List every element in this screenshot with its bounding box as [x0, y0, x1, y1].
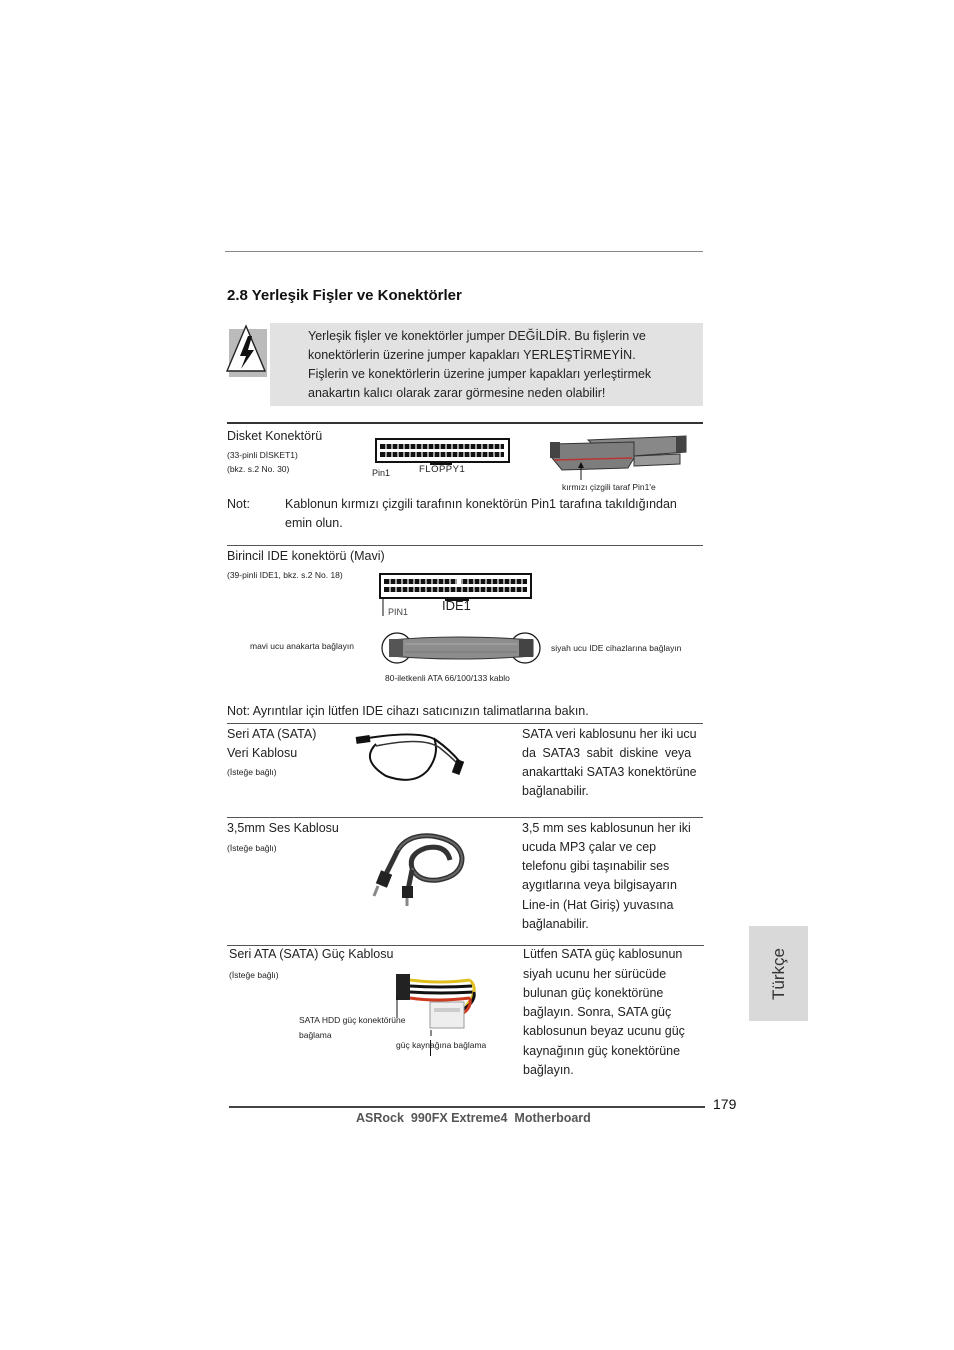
audio-desc-line-3: telefonu gibi taşınabilir ses — [522, 859, 670, 873]
page-number: 179 — [713, 1096, 737, 1112]
footer-product-name: ASRock 990FX Extreme4 Motherboard — [356, 1111, 591, 1125]
power-desc-line-5: kablosunun beyaz ucunu güç — [523, 1024, 685, 1038]
section-rule-4 — [227, 817, 703, 818]
section-rule-2 — [227, 545, 703, 546]
sata-desc-line-1: SATA veri kablosunu her iki ucu — [522, 727, 697, 741]
warning-lightning-icon — [226, 323, 270, 378]
sata-desc-line-4: bağlanabilir. — [522, 784, 589, 798]
power-title: Seri ATA (SATA) Güç Kablosu — [229, 947, 394, 961]
audio-optional: (İsteğe bağlı) — [227, 843, 277, 853]
audio-title: 3,5mm Ses Kablosu — [227, 821, 339, 835]
top-rule — [225, 251, 703, 252]
audio-desc-line-4: aygıtlarına veya bilgisayarın — [522, 878, 677, 892]
sata-desc-line-3: anakarttaki SATA3 konektörüne — [522, 765, 697, 779]
floppy-pin-label: Pin1 — [372, 468, 391, 478]
language-side-tab-label: Türkçe — [768, 947, 788, 1000]
power-optional: (İsteğe bağlı) — [229, 970, 279, 980]
ide-left-caption: mavi ucu anakarta bağlayın — [250, 641, 354, 651]
power-desc-line-3: bulunan güç konektörüne — [523, 986, 664, 1000]
ide-pin-label: PIN1 — [388, 607, 409, 617]
power-cable-image — [380, 970, 490, 1036]
floppy-title: Disket Konektörü — [227, 429, 323, 443]
power-hdd-caption-2: bağlama — [299, 1030, 332, 1040]
floppy-note-label: Not: — [227, 497, 250, 511]
warning-box — [270, 323, 703, 406]
language-side-tab — [749, 926, 808, 1021]
audio-desc-line-6: bağlanabilir. — [522, 917, 589, 931]
floppy-connector-label: FLOPPY1 — [419, 464, 466, 475]
sata-desc-line-2: da SATA3 sabit diskine veya — [522, 746, 692, 760]
audio-cable-image — [368, 824, 468, 906]
audio-desc-line-2: ucuda MP3 çalar ve cep — [522, 840, 657, 854]
floppy-cable-image — [548, 434, 693, 480]
ide-cable-image — [375, 630, 545, 666]
power-desc-line-2: siyah ucunu her sürücüde — [523, 967, 667, 981]
audio-desc-line-5: Line-in (Hat Giriş) yuvasına — [522, 898, 674, 912]
warning-line-4: anakartın kalıcı olarak zarar görmesine neden olabilir! — [308, 386, 606, 400]
sata-cable-image — [350, 724, 480, 786]
floppy-cable-caption: kırmızı çizgili taraf Pin1'e — [562, 482, 656, 492]
power-desc-line-1: Lütfen SATA güç kablosunun — [523, 947, 683, 961]
floppy-subtitle-1: (33-pinli DİSKET1) — [227, 450, 298, 460]
power-desc-line-7: bağlayın. — [523, 1063, 574, 1077]
floppy-note-line-2: emin olun. — [285, 516, 343, 530]
audio-desc-line-1: 3,5 mm ses kablosunun her iki — [522, 821, 691, 835]
warning-icon-frame — [226, 323, 270, 378]
footer-rule — [229, 1106, 705, 1108]
ide-subtitle: (39-pinli IDE1, bkz. s.2 No. 18) — [227, 570, 343, 580]
sata-title-1: Seri ATA (SATA) — [227, 727, 317, 741]
ide-connector-label: IDE1 — [442, 598, 471, 613]
power-psu-caption: güç kaynağına bağlama — [396, 1040, 487, 1050]
floppy-subtitle-2: (bkz. s.2 No. 30) — [227, 464, 290, 474]
power-desc-line-6: kaynağının güç konektörüne — [523, 1044, 681, 1058]
power-desc-line-4: bağlayın. Sonra, SATA güç — [523, 1005, 672, 1019]
ide-cable-caption: 80-iletkenli ATA 66/100/133 kablo — [385, 673, 510, 683]
warning-line-3: Fişlerin ve konektörlerin üzerine jumper kapakları yerleştirmek — [308, 367, 652, 381]
sata-optional: (İsteğe bağlı) — [227, 767, 277, 777]
ide-right-caption: siyah ucu IDE cihazlarına bağlayın — [551, 643, 682, 653]
sata-title-2: Veri Kablosu — [227, 746, 298, 760]
section-heading: 2.8 Yerleşik Fişler ve Konektörler — [227, 287, 462, 304]
ide-title: Birincil IDE konektörü (Mavi) — [227, 549, 385, 563]
warning-line-2: konektörlerin üzerine jumper kapakları YERLEŞTİRMEYİN. — [308, 348, 636, 362]
power-hdd-caption-1: SATA HDD güç konektörüne — [299, 1015, 406, 1025]
floppy-note-line-1: Kablonun kırmızı çizgili tarafının konektörün Pin1 tarafına takıldığından — [285, 497, 677, 511]
ide-note: Not: Ayrıntılar için lütfen IDE cihazı satıcınızın talimatlarına bakın. — [227, 704, 589, 718]
warning-line-1: Yerleşik fişler ve konektörler jumper DEĞİLDİR. Bu fişlerin ve — [308, 329, 646, 343]
section-rule-1 — [227, 422, 703, 424]
